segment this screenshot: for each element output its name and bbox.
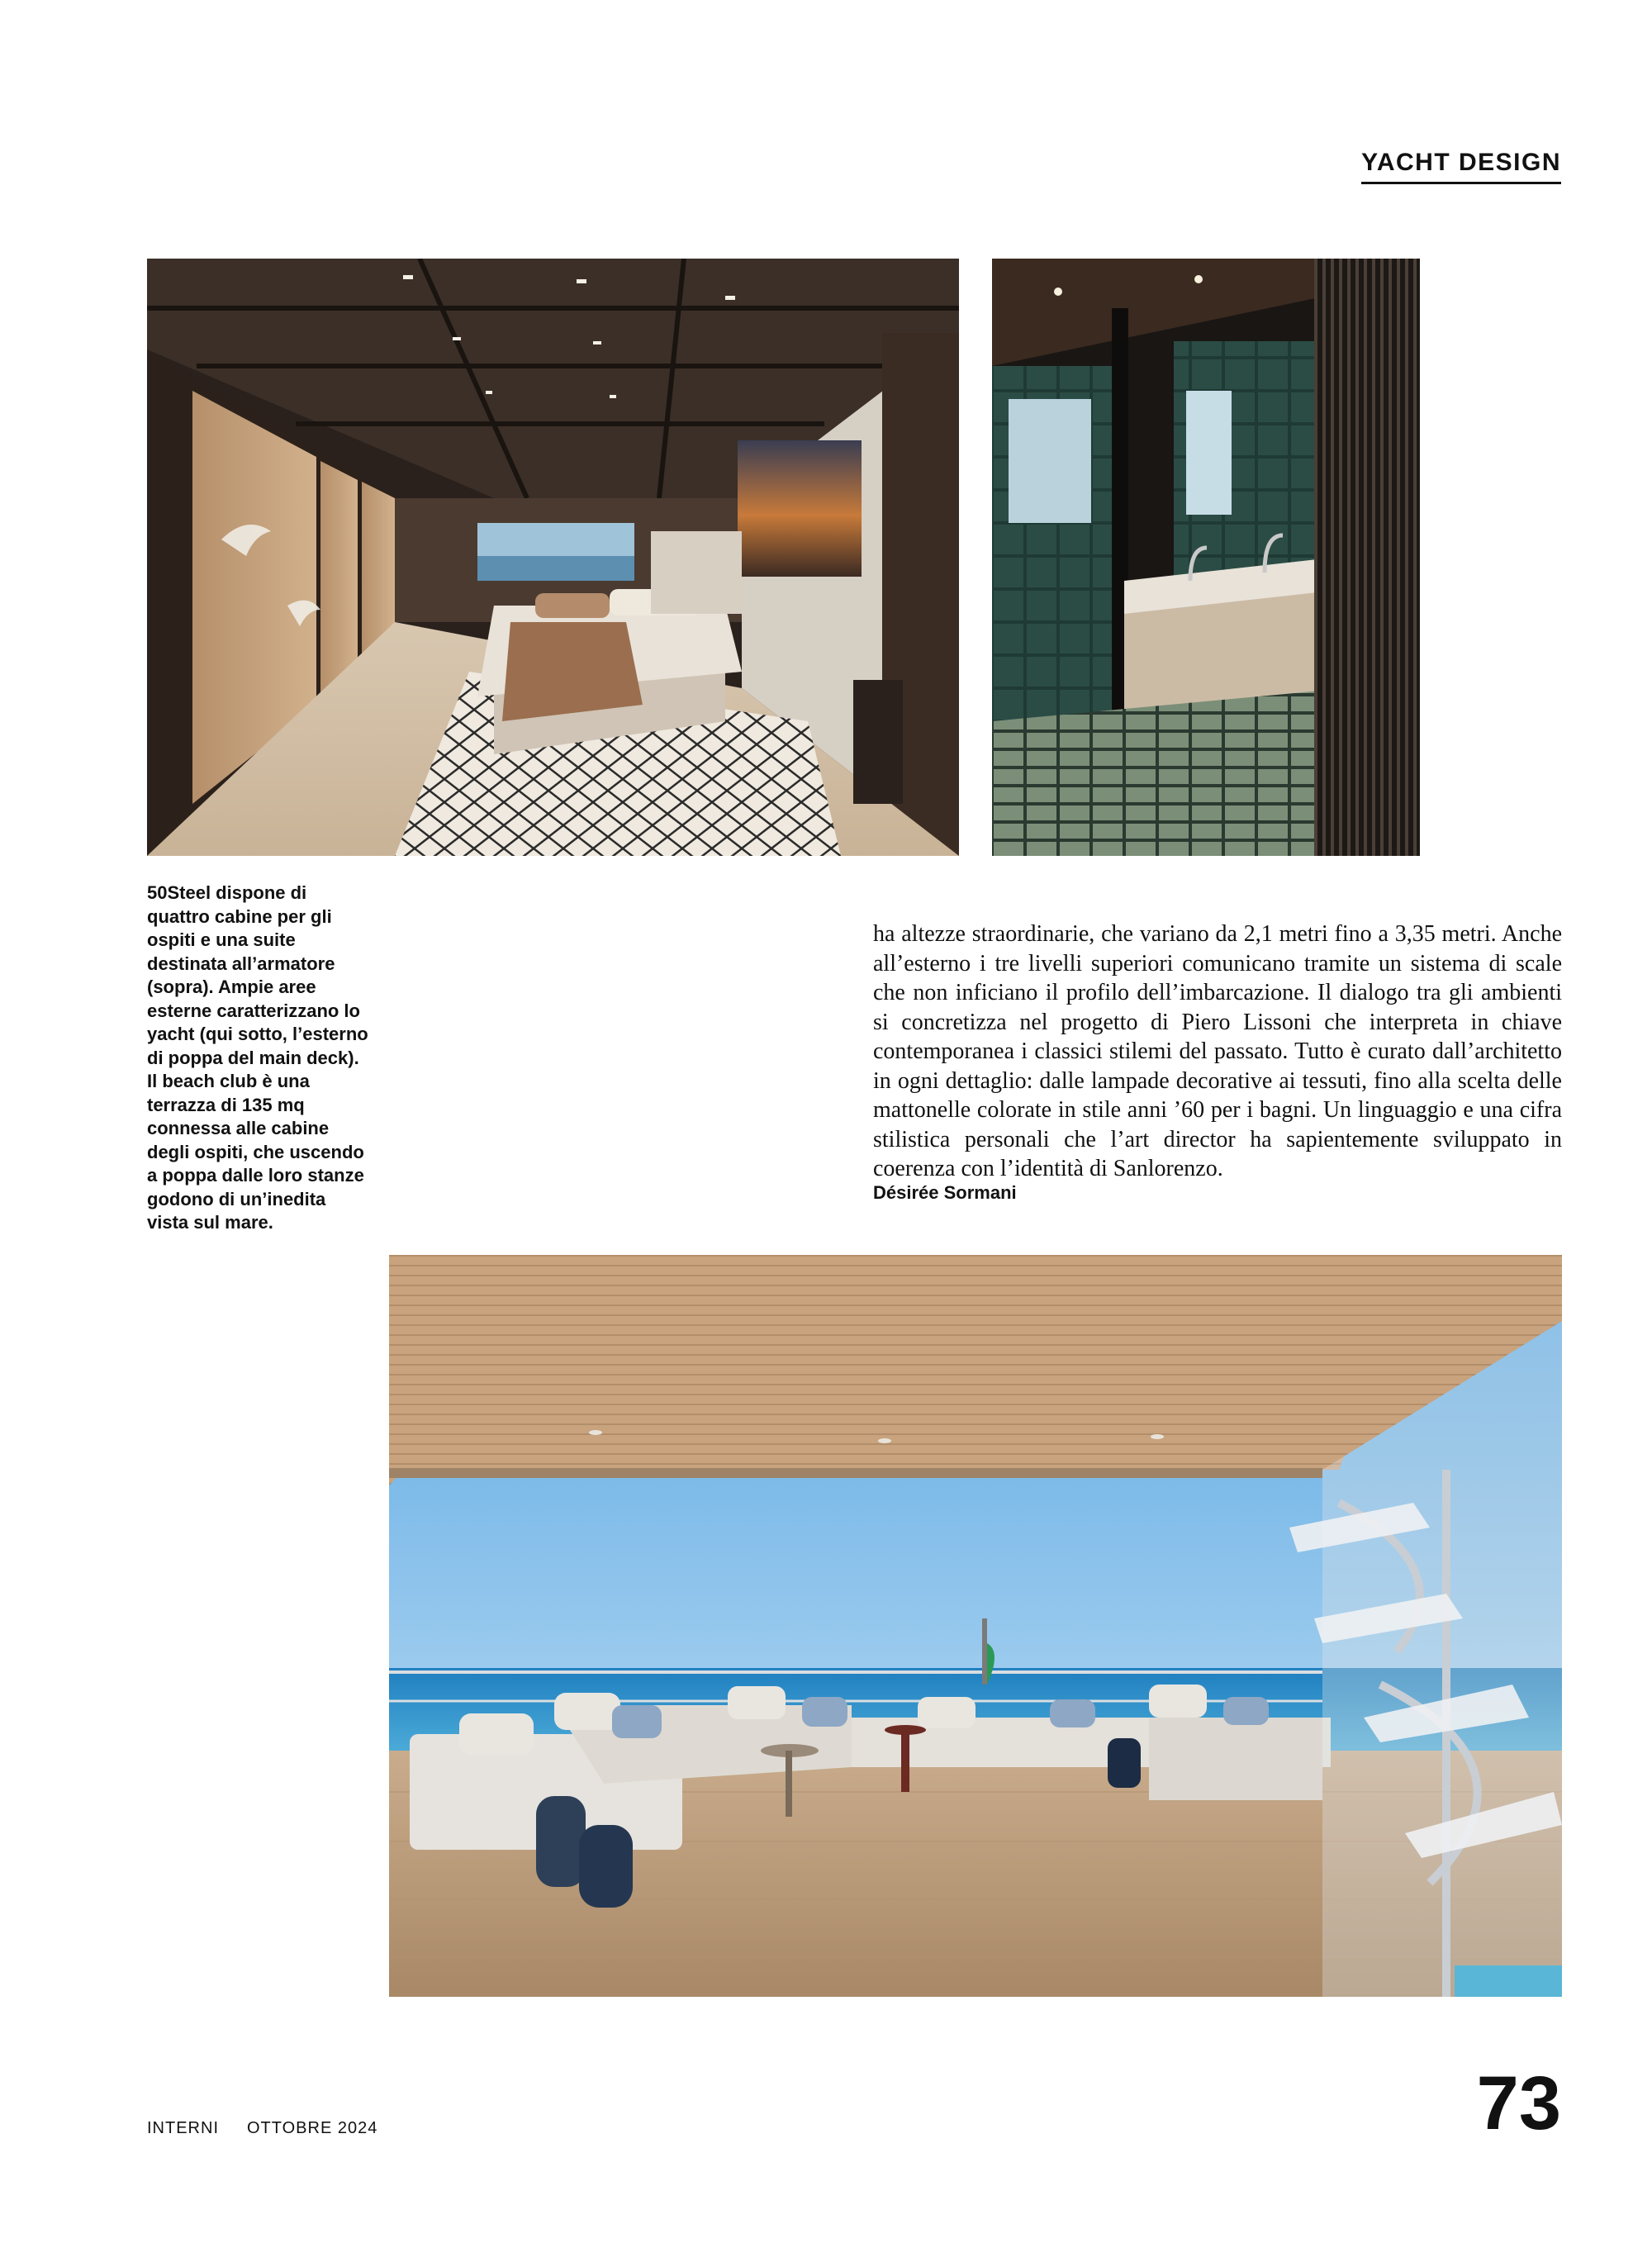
- magazine-name: INTERNI: [147, 2119, 219, 2137]
- page-number: 73: [1476, 2061, 1561, 2146]
- aft-deck-photo: [389, 1255, 1562, 1997]
- issue-date: OTTOBRE 2024: [247, 2119, 378, 2137]
- master-suite-photo: [147, 259, 959, 856]
- section-label: YACHT DESIGN: [1361, 149, 1561, 184]
- photo-caption: 50Steel dispone di quattro cabine per gli ospiti e una suite destinata all’armatore (sopra). Ampie aree esterne caratterizzano lo yacht (qui sotto, l’esterno di poppa del main deck). Il beach club è una terrazza di 135 mq connessa alle cabine degli ospiti, che uscendo a poppa dalle loro stanze godono di un’inedita vista sul mare.: [147, 882, 368, 1233]
- bathroom-photo: [992, 259, 1420, 856]
- article-author: Désirée Sormani: [873, 1182, 1017, 1203]
- footer-magazine: [147, 2119, 406, 2138]
- article-text: ha altezze straordinarie, che variano da 2,1 metri fino a 3,35 metri. Anche all’esterno i tre livelli superiori comunicano tramite un sistema di scale che non inficiano il profilo dell’imbarcazione. Il dialogo tra gli ambienti si concretizza nel progetto di Piero Lissoni che interpreta in chiave contemporanea i classici stilemi del passato. Tutto è curato dall’architetto in ogni dettaglio: dalle lampade decorative ai tessuti, fino alla scelta delle mattonelle colorate in stile anni ’60 per i bagni. Un linguaggio e una cifra stilistica personali che l’art director ha sapientemente sviluppato in coerenza con l’identità di Sanlorenzo.: [873, 921, 1562, 1181]
